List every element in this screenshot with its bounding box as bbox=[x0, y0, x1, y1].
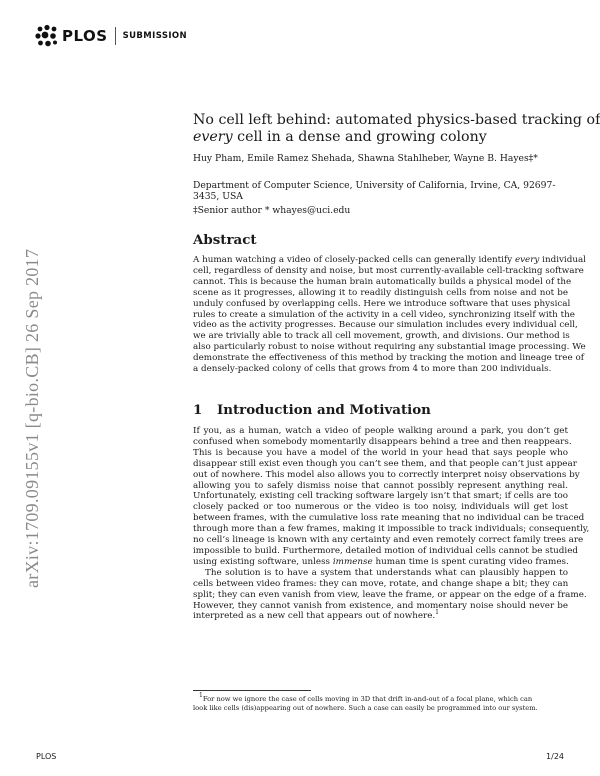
intro-line: Unfortunately, existing cell tracking software largely isn’t that smart; if cells are too bbox=[193, 491, 568, 502]
intro-line: If you, as a human, watch a video of people walking around a park, you don’t get bbox=[193, 426, 568, 436]
abstract-line: A human watching a video of closely-packed cells can generally identify every individual bbox=[193, 255, 586, 265]
title-line-2-rest: cell in a dense and growing colony bbox=[232, 129, 487, 145]
abstract-line: video as the activity progresses. Because our simulation includes every individual cell, bbox=[193, 320, 578, 331]
intro-line: disappear still exist even though you can’t see them, and that people can’t just appear bbox=[193, 458, 577, 469]
abstract-line: cannot. This is because the human brain automatically builds a physical model of the bbox=[193, 276, 572, 287]
abstract-line: demonstrate the effectiveness of this method by tracking the motion and lineage tree of bbox=[193, 353, 584, 364]
intro-line: split; they can even vanish from view, leave the frame, or appear on the edge of a frame. bbox=[193, 589, 587, 600]
intro-line: out of nowhere. This model also allows you to correctly interpret noisy observations by bbox=[193, 469, 580, 480]
intro-line: However, they cannot vanish from existence, and momentary noise should never be bbox=[193, 600, 568, 611]
abstract-heading: Abstract bbox=[193, 232, 257, 248]
abstract-line: unduly confused by overlapping cells. Here we introduce software that uses physical bbox=[193, 298, 571, 309]
intro-line: using existing software, unless immense human time is spent curating video frames. bbox=[193, 556, 569, 567]
footnote-line: look like cells (dis)appearing out of nowhere. Such a case can easily be programmed into our system. bbox=[193, 703, 538, 712]
footnote-text: For now we ignore the case of cells moving in 3D that drift in-and-out of a focal plane, which can bbox=[202, 695, 533, 703]
abstract-line: also particularly robust to noise without requiring any substantial image processing. We bbox=[193, 342, 586, 353]
section-number: 1 bbox=[193, 402, 203, 418]
intro-line: impossible to build. Furthermore, detailed motion of individual cells cannot be studied bbox=[193, 545, 578, 556]
footnote-rule bbox=[193, 690, 311, 691]
arxiv-identifier: arXiv:1709.09155v1 [q-bio.CB] 26 Sep 2017 bbox=[22, 248, 42, 588]
plos-logo-text: PLOS bbox=[62, 27, 108, 45]
intro-line: between frames, with the cumulative loss rate meaning that no individual can be traced bbox=[193, 513, 585, 524]
intro-line bbox=[193, 611, 568, 622]
footnote-ref[interactable]: 1 bbox=[435, 609, 439, 617]
page-number: 1/24 bbox=[546, 752, 564, 761]
intro-line: closely packed or too numerous or the video is too noisy, individuals will get lost bbox=[193, 502, 568, 513]
intro-line: allowing you to safely dismiss noise that cannot possibly represent anything real. bbox=[193, 480, 568, 491]
title-line-2 bbox=[193, 129, 568, 146]
abstract-line: a densely-packed colony of cells that grows from 4 to more than 200 individuals. bbox=[193, 364, 552, 375]
abstract-line: scene as it progresses, allowing it to readily distinguish cells from noise and not be bbox=[193, 287, 568, 298]
section-title: Introduction and Motivation bbox=[217, 402, 431, 418]
footnote-mark: 1 bbox=[199, 692, 203, 699]
introduction-body bbox=[193, 426, 590, 622]
abstract-line: we are trivially able to track all cell movement, growth, and divisions. Our method is bbox=[193, 331, 570, 342]
submission-label: SUBMISSION bbox=[122, 31, 188, 41]
author-list: Huy Pham, Emile Ramez Shehada, Shawna Stahlheber, Wayne B. Hayes‡* bbox=[193, 153, 538, 164]
intro-line-text: interpreted as a new cell that appears out of nowhere. bbox=[193, 611, 436, 622]
abstract-line: rules to create a simulation of the activity in a cell video, synchronizing itself with the bbox=[193, 309, 575, 320]
footnote-line bbox=[193, 692, 568, 704]
abstract-body bbox=[193, 255, 586, 375]
intro-line: confused when somebody momentarily disappears behind a tree and then reappears. bbox=[193, 436, 572, 447]
plos-header bbox=[34, 24, 187, 48]
footer-journal: PLOS bbox=[36, 752, 57, 761]
intro-line: through more than a few frames, making it impossible to track individuals; consequently, bbox=[193, 524, 590, 535]
footnote bbox=[193, 692, 568, 712]
senior-author-note: ‡Senior author * whayes@uci.edu bbox=[193, 205, 351, 216]
abstract-line: cell, regardless of density and noise, but most currently-available cell-tracking software bbox=[193, 265, 584, 276]
intro-line: cells between video frames: they can move, rotate, and change shape a bit; they can bbox=[193, 578, 569, 589]
title-line-1: No cell left behind: automated physics-based tracking of bbox=[193, 112, 600, 128]
intro-line: The solution is to have a system that understands what can plausibly happen to bbox=[205, 567, 568, 578]
affiliation: Department of Computer Science, University of California, Irvine, CA, 92697-3435, USA bbox=[193, 180, 556, 202]
section-heading-introduction bbox=[193, 402, 568, 418]
plos-logo-icon bbox=[34, 24, 60, 48]
title-emphasis: every bbox=[193, 129, 233, 145]
intro-line: This is because you have a model of the world in your head that says people who bbox=[193, 447, 568, 458]
intro-line: no cell’s lineage is known with any certainty and even remotely correct family trees are bbox=[193, 535, 584, 546]
paper-title bbox=[193, 112, 600, 146]
logo-divider bbox=[115, 27, 116, 45]
